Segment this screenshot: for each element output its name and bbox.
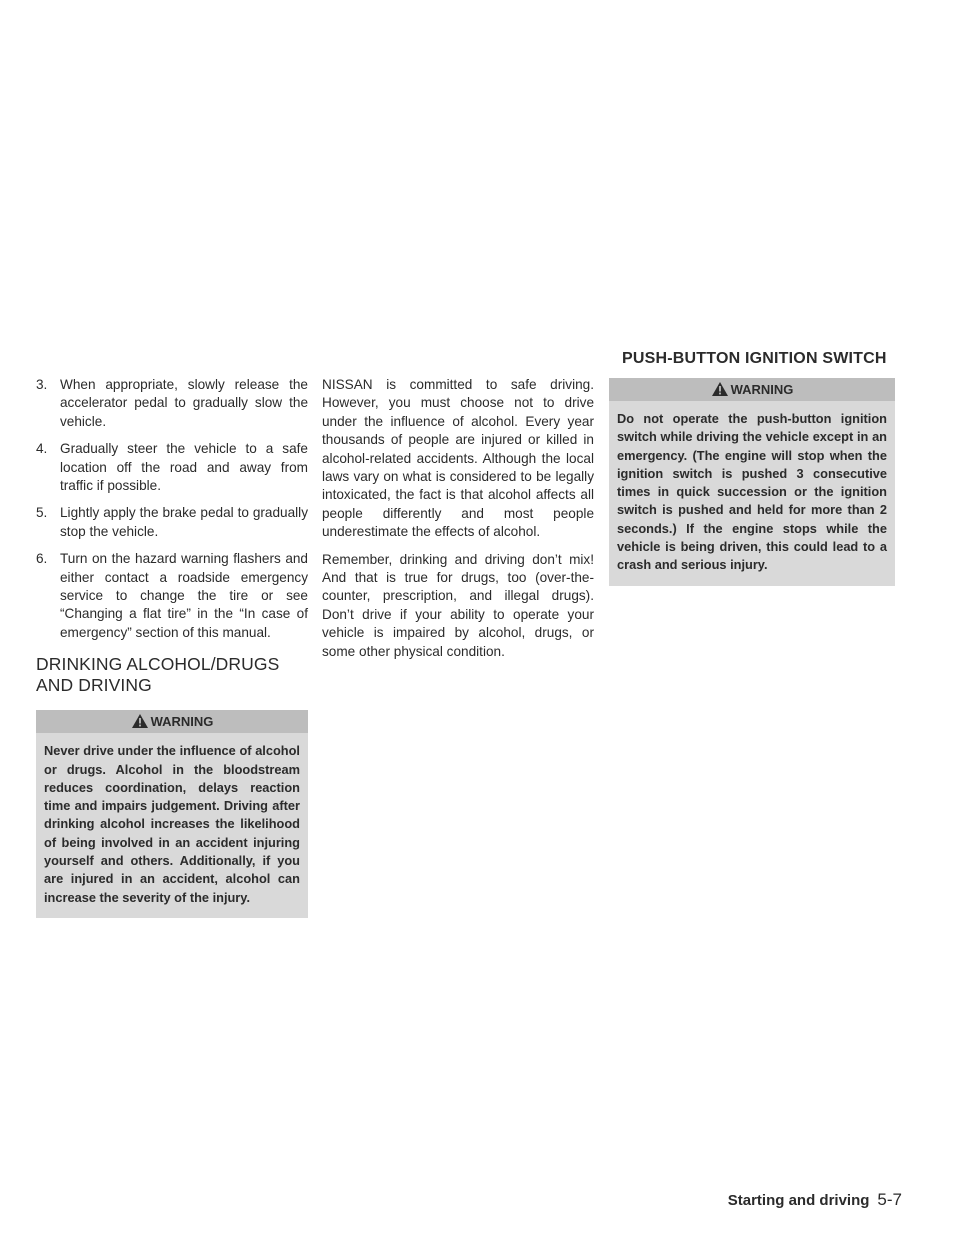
steps-list (36, 376, 308, 642)
warning-box-ignition (609, 378, 895, 586)
warning-header (36, 710, 308, 733)
warning-box-alcohol (36, 710, 308, 918)
chapter-title: Starting and driving (727, 1192, 870, 1209)
list-item: 4. Gradually steer the vehicle to a safe location off the road and away from traffic if possible. (36, 441, 308, 494)
middle-column (322, 376, 594, 670)
left-column (36, 376, 308, 918)
warning-text: Never drive under the influence of alcohol or drugs. Alcohol in the bloodstream reduces coordination, delays reaction time and impairs judgement. Driving after drinking alcohol increases the likelihood of being involved in an accident injuring yourself and others. Additionally, if you are injured in an accident, alcohol can increase the severity of the injury. (44, 743, 300, 905)
right-column (609, 378, 895, 586)
warning-header (609, 378, 895, 401)
warning-label: WARNING (730, 382, 794, 397)
section-heading-drinking: DRINKING ALCOHOL/DRUGS AND DRIVING (36, 654, 280, 696)
list-item: 6. Turn on the hazard warning flashers and either contact a roadside emergency service to change the tire or see “Changing a flat tire” in the “In case of emergency” section of this manual. (36, 551, 308, 640)
list-item: 5. Lightly apply the brake pedal to gradually stop the vehicle. (36, 505, 308, 539)
warning-triangle-icon (131, 713, 149, 729)
warning-label: WARNING (150, 714, 214, 730)
list-item: 3. When appropriate, slowly release the accelerator pedal to gradually slow the vehicle. (36, 377, 308, 429)
page-footer (728, 1190, 902, 1210)
page-number: 5-7 (877, 1190, 902, 1209)
paragraph: Remember, drinking and driving don’t mix! And that is true for drugs, too (over-the-counter, prescription, and illegal drugs). Don’t drive if your ability to operate your vehicle is impaired by alcohol, drugs, or some other physical condition. (322, 551, 594, 659)
paragraph: NISSAN is committed to safe driving. However, you must choose not to drive under the influence of alcohol. Every year thousands of people are injured or killed in alcohol-related accidents. Although the local laws vary on what is considered to be legally intoxicated, the fact is that alcohol affects all people differently and most people underestimate the effects of alcohol. (322, 377, 594, 540)
section-heading-push-button-ignition: PUSH-BUTTON IGNITION SWITCH (622, 350, 887, 367)
warning-triangle-icon (711, 381, 729, 397)
warning-text: Do not operate the push-button ignition switch while driving the vehicle except in an emergency. (The engine will stop when the ignition switch is pushed 3 consecutive times in quick succession or the ignition switch is pushed and held for more than 2 seconds.) If the engine stops while the vehicle is being driven, this could lead to a crash and serious injury. (617, 411, 887, 573)
